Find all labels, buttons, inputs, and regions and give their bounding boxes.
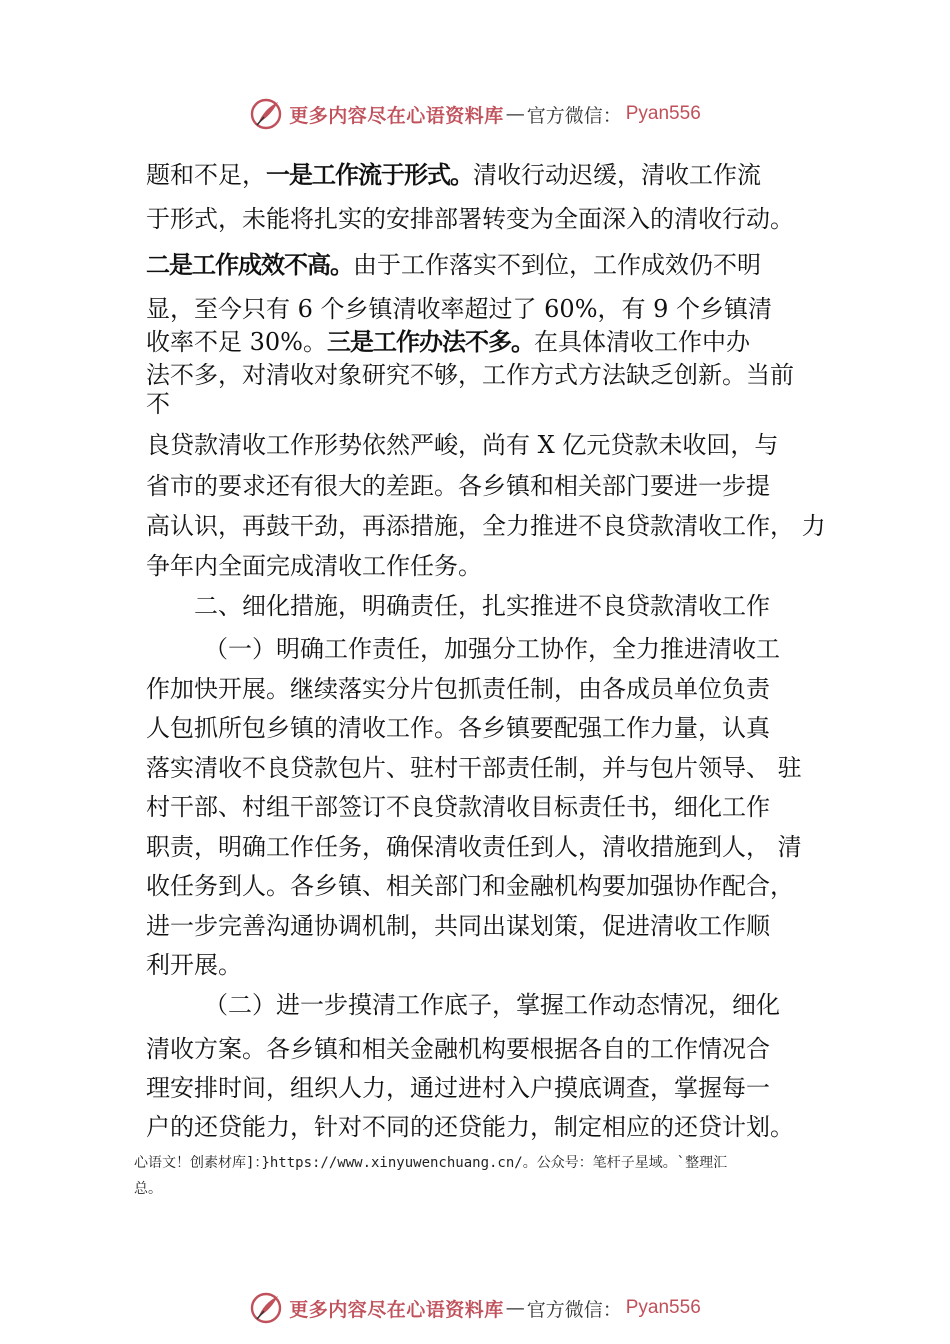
text-line: 收任务到人。各乡镇、相关部门和金融机构要加强协作配合， — [146, 872, 794, 900]
text-line: 收率不足 30%。三是工作办法不多。在具体清收工作中办 — [146, 328, 750, 356]
feather-quill-logo-icon — [249, 97, 283, 131]
banner-site-name: 更多内容尽在心语资料库 — [289, 1298, 504, 1321]
text-line: 人包抓所包乡镇的清收工作。各乡镇要配强工作力量，认真 — [146, 714, 770, 742]
text-line: 争年内全面完成清收工作任务。 — [146, 552, 482, 580]
feather-quill-logo-icon — [249, 1291, 283, 1325]
footer-banner — [0, 1288, 950, 1328]
text-line: 职责，明确工作任务，确保清收责任到人，清收措施到人， 清 — [146, 833, 802, 861]
bold-heading: 三是工作办法不多。 — [326, 328, 534, 356]
text-line: （一）明确工作责任，加强分工协作，全力推进清收工 — [204, 635, 780, 663]
text-line: 于形式，未能将扎实的安排部署转变为全面深入的清收行动。 — [146, 205, 794, 233]
text-line: 不 — [146, 390, 170, 418]
banner-separator: — — [505, 103, 525, 125]
text-line: 利开展。 — [146, 951, 242, 979]
text-line: 落实清收不良贷款包片、驻村干部责任制，并与包片领导、 驻 — [146, 754, 802, 782]
text-line: 良贷款清收工作形势依然严峻，尚有 X 亿元贷款未收回，与 — [146, 431, 779, 459]
footer-note-line1: 心语文！创素材库]：}https://www.xinyuwenchuang.cn/。公众号：笔杆子星域。`整理汇 — [134, 1155, 728, 1171]
text-line: 高认识，再鼓干劲，再添措施，全力推进不良贷款清收工作， 力 — [146, 512, 826, 540]
footer-note-line2: 总。 — [134, 1181, 162, 1197]
text-line: 理安排时间，组织人力，通过进村入户摸底调查，掌握每一 — [146, 1074, 770, 1102]
banner-wechat-id: Pyan556 — [625, 1297, 701, 1318]
text-line: （二）进一步摸清工作底子，掌握工作动态情况，细化 — [204, 991, 780, 1019]
banner-site-name: 更多内容尽在心语资料库 — [289, 104, 504, 127]
text-line: 村干部、村组干部签订不良贷款清收目标责任书，细化工作 — [146, 793, 770, 821]
text-line: 二是工作成效不高。由于工作落实不到位，工作成效仍不明 — [146, 251, 761, 279]
section-heading: 二、细化措施，明确责任，扎实推进不良贷款清收工作 — [194, 592, 770, 620]
text-line: 作加快开展。继续落实分片包抓责任制，由各成员单位负责 — [146, 675, 770, 703]
banner-wechat-label: 官方微信： — [526, 104, 622, 127]
bold-heading: 二是工作成效不高。 — [146, 251, 353, 279]
text-line: 省市的要求还有很大的差距。各乡镇和相关部门要进一步提 — [146, 472, 770, 500]
banner-wechat-label: 官方微信： — [526, 1298, 622, 1321]
banner-separator: — — [505, 1297, 525, 1319]
text-line: 户的还贷能力，针对不同的还贷能力，制定相应的还贷计划。 — [146, 1113, 794, 1141]
text-line: 清收方案。各乡镇和相关金融机构要根据各自的工作情况合 — [146, 1035, 770, 1063]
text-line: 进一步完善沟通协调机制，共同出谋划策，促进清收工作顺 — [146, 912, 770, 940]
text-line: 题和不足，一是工作流于形式。清收行动迟缓，清收工作流 — [146, 161, 761, 189]
bold-heading: 一是工作流于形式。 — [266, 161, 473, 189]
text-line: 法不多，对清收对象研究不够，工作方式方法缺乏创新。当前 — [146, 361, 794, 389]
header-banner — [0, 94, 950, 134]
banner-wechat-id: Pyan556 — [625, 103, 701, 124]
text-line: 显，至今只有 6 个乡镇清收率超过了 60%，有 9 个乡镇清 — [146, 295, 773, 323]
